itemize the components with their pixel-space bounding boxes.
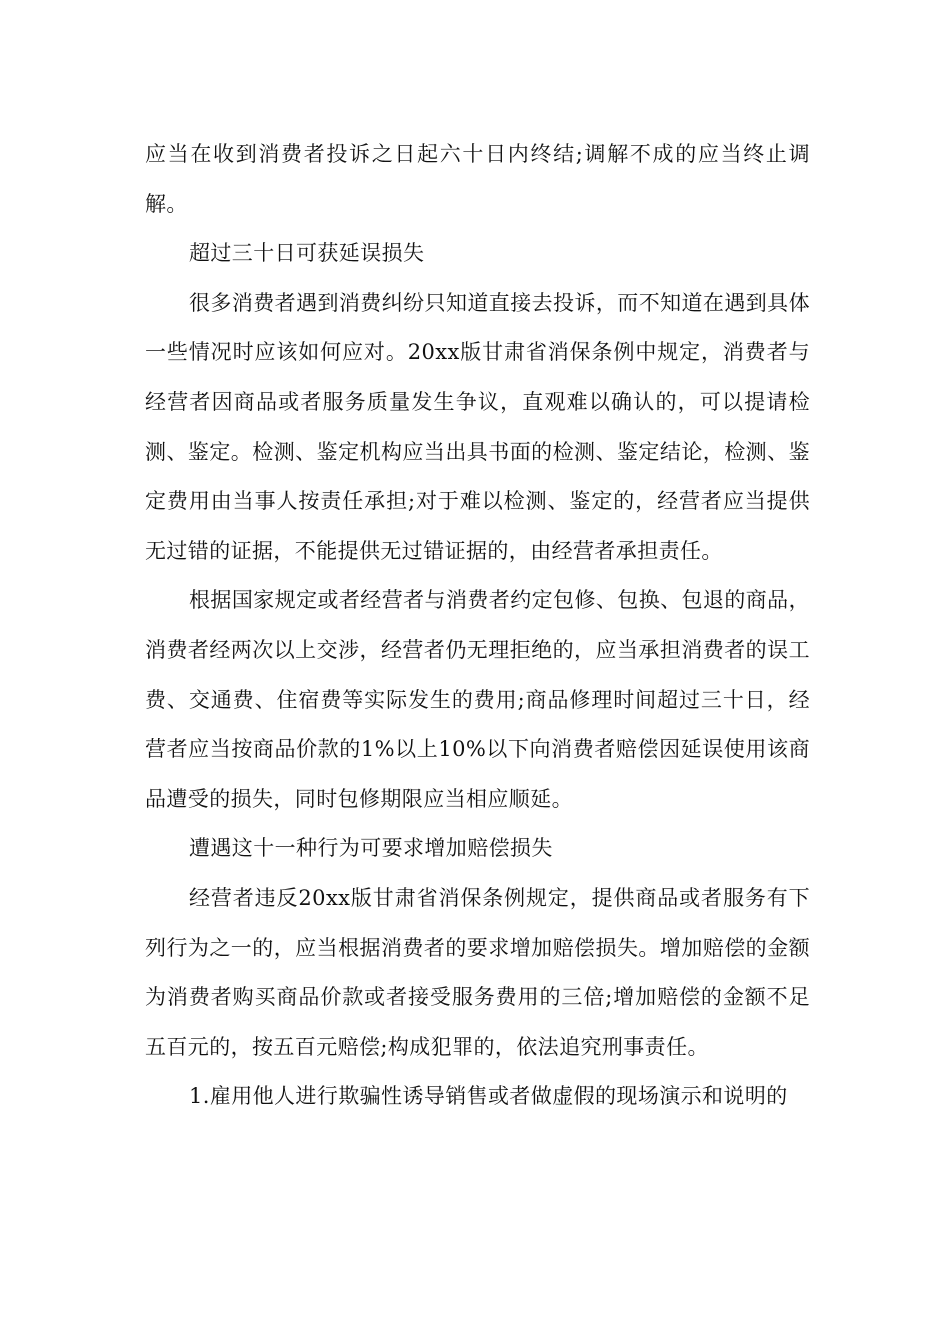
- document-body: [145, 130, 810, 1122]
- heading-increased-compensation: 遭遇这十一种行为可要求增加赔偿损失: [189, 836, 553, 861]
- paragraph-triple-compensation: 经营者违反20xx版甘肃省消保条例规定，提供商品或者服务有下列行为之一的，应当根据消费者的要求增加赔偿损失。增加赔偿的金额为消费者购买商品价款或者接受服务费用的三倍;增加赔偿的金额不足五百元的，按五百元赔偿;构成犯罪的，依法追究刑事责任。: [145, 885, 810, 1059]
- paragraph-repair-compensation: 根据国家规定或者经营者与消费者约定包修、包换、包退的商品，消费者经两次以上交涉，经营者仍无理拒绝的，应当承担消费者的误工费、交通费、住宿费等实际发生的费用;商品修理时间超过三十日，经营者应当按商品价款的1%以上10%以下向消费者赔偿因延误使用该商品遭受的损失，同时包修期限应当相应顺延。: [145, 588, 810, 811]
- paragraph-inspection-appraisal: 很多消费者遇到消费纠纷只知道直接去投诉，而不知道在遇到具体一些情况时应该如何应对。20xx版甘肃省消保条例中规定，消费者与经营者因商品或者服务质量发生争议，直观难以确认的，可以提请检测、鉴定。检测、鉴定机构应当出具书面的检测、鉴定结论，检测、鉴定费用由当事人按责任承担;对于难以检测、鉴定的，经营者应当提供无过错的证据，不能提供无过错证据的，由经营者承担责任。: [145, 290, 810, 563]
- paragraph-mediation-deadline: 应当在收到消费者投诉之日起六十日内终结;调解不成的应当终止调解。: [145, 142, 810, 216]
- list-item-1: 1.雇用他人进行欺骗性诱导销售或者做虚假的现场演示和说明的: [189, 1084, 788, 1109]
- heading-delay-loss: 超过三十日可获延误损失: [189, 241, 425, 266]
